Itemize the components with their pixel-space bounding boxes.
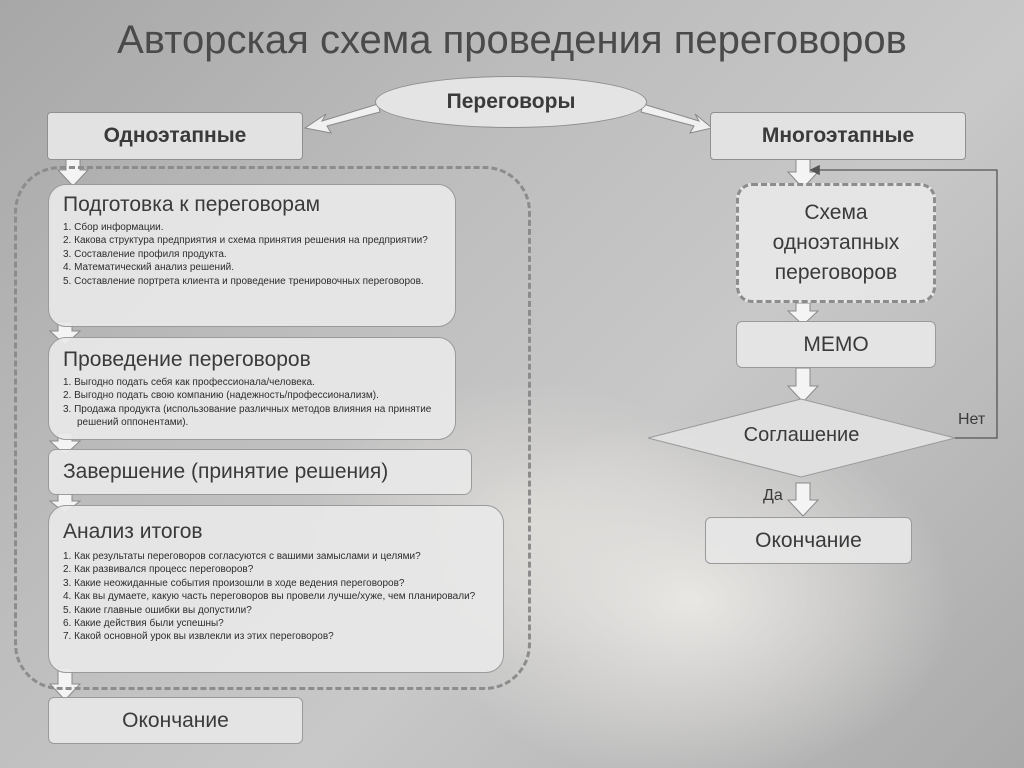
list-item: 1. Выгодно подать себя как профессионала/человека. [63,377,315,388]
decision-label: Соглашение [743,424,860,446]
list-item: 5. Какие главные ошибки вы допустили? [63,604,252,616]
stage-analysis [48,505,504,673]
stage-title: Подготовка к переговорам [63,193,321,216]
memo-node: МЕМО [736,321,936,368]
list-item: 7. Какой основной урок вы извлекли из этих переговоров? [63,631,334,643]
multi-stage-header: Многоэтапные [710,112,966,160]
list-item: 2. Выгодно подать свою компанию (надежность/профессионализм). [63,390,379,402]
stage-items [63,221,441,288]
list-item: 4. Математический анализ решений. [63,262,235,274]
arrow-root-to-left [305,104,380,133]
left-end-node: Окончание [48,697,303,744]
arrow-root-to-right [641,104,712,133]
right-end-node: Окончание [705,517,912,564]
single-stage-schema-node: Схема одноэтапных переговоров [736,183,936,303]
list-item: 3. Составление профиля продукта. [63,248,227,260]
list-item: 6. Какие действия были успешны? [63,618,224,630]
list-item: 3. Какие неожиданные события произошли в ходе ведения переговоров? [63,577,405,589]
list-item: 3. Продажа продукта (использование различных методов влияния на принятие решений оппонентами). [63,403,432,429]
page-title: Авторская схема проведения переговоров [117,18,907,62]
stage-title: Проведение переговоров [63,348,311,371]
stage-items [63,550,489,644]
stage-title: Завершение (принятие решения) [63,460,389,483]
stage-conduct [48,337,456,440]
stage-title: Анализ итогов [63,520,203,543]
list-item: 2. Как развивался процесс переговоров? [63,564,254,576]
no-label: Нет [958,411,986,428]
root-node: Переговоры [375,76,647,128]
stage-items [63,376,441,430]
list-item: 2. Какова структура предприятия и схема принятия решения на предприятии? [63,235,428,247]
yes-label: Да [763,487,783,504]
list-item: 4. Как вы думаете, какую часть переговоров вы провели лучше/хуже, чем планировали? [63,591,476,603]
list-item: 1. Сбор информации. [63,222,164,233]
list-item: 5. Составление портрета клиента и проведение тренировочных переговоров. [63,275,424,287]
list-item: 1. Как результаты переговоров согласуются с вашими замыслами и целями? [63,551,421,562]
stage-preparation [48,184,456,327]
single-stage-header: Одноэтапные [47,112,303,160]
stage-completion [48,449,472,495]
